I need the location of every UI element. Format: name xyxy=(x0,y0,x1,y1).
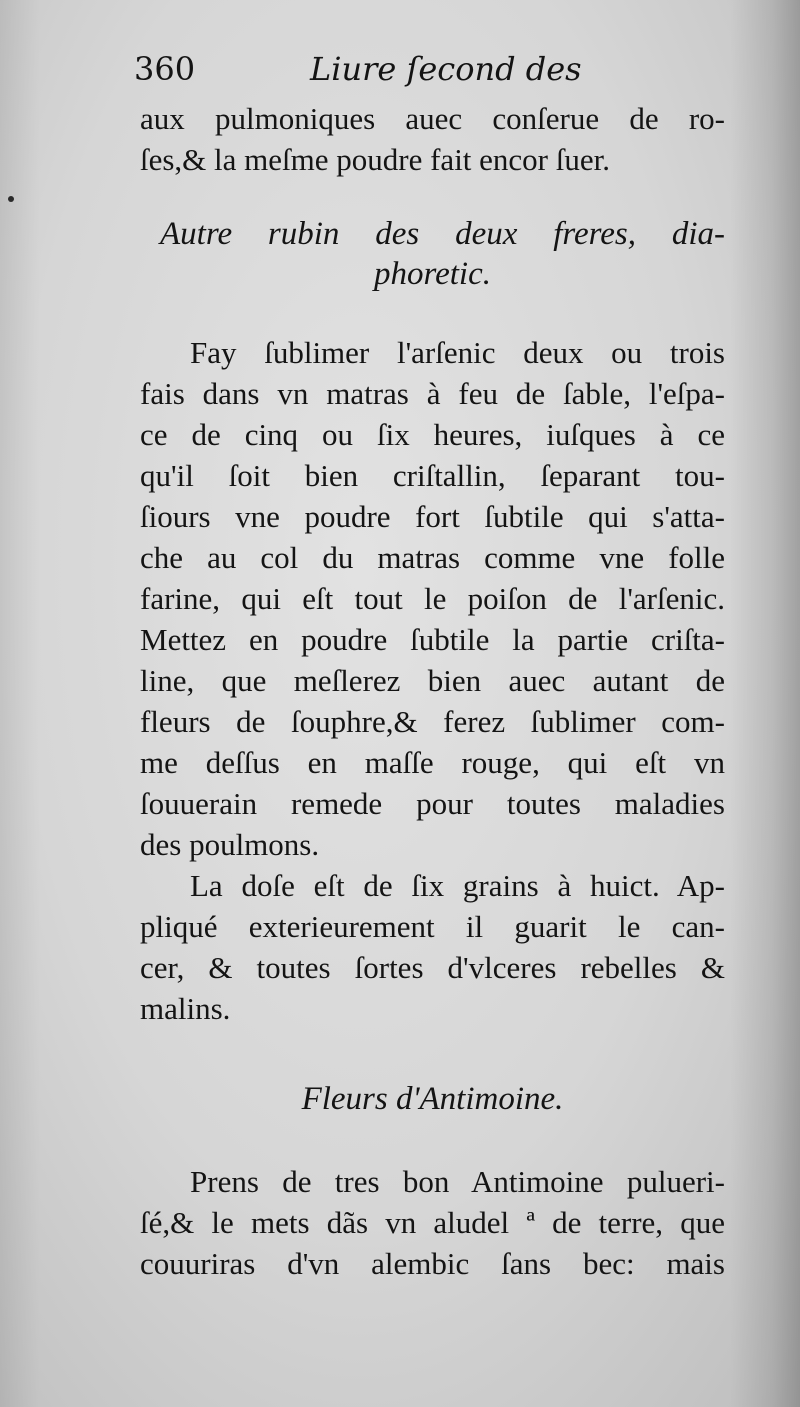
text-line: ſiours vne poudre fort ſubtile qui s'atta- xyxy=(140,499,725,534)
text-line: che au col du matras comme vne folle xyxy=(140,540,725,575)
paragraph-continued xyxy=(140,98,725,180)
text-line: aux pulmoniques auec conſerue de ro- xyxy=(140,101,725,136)
page-header xyxy=(134,40,725,98)
ink-speck xyxy=(8,196,14,202)
page-number: 360 xyxy=(134,50,196,88)
text-line: La doſe eſt de ſix grains à huict. Ap- xyxy=(190,868,725,903)
text-line: fleurs de ſouphre,& ferez ſublimer com- xyxy=(140,704,725,739)
text-line: des poulmons. xyxy=(140,827,320,862)
text-line: Fay ſublimer l'arſenic deux ou trois xyxy=(190,335,725,370)
text-line: ſé,& le mets dãs vn aludel ª de terre, que xyxy=(140,1205,725,1240)
text-line: farine, qui eſt tout le poiſon de l'arſenic. xyxy=(140,581,725,616)
text-line: malins. xyxy=(140,991,231,1026)
text-column xyxy=(134,40,725,1284)
text-line: ſes,& la meſme poudre fait encor ſuer. xyxy=(140,142,610,177)
section-title-line: Autre rubin des deux freres, dia- xyxy=(160,216,725,252)
text-line: line, que meſlerez bien auec autant de xyxy=(140,663,725,698)
text-line: couuriras d'vn alembic ſans bec: mais xyxy=(140,1246,725,1281)
text-line: ce de cinq ou ſix heures, iuſques à ce xyxy=(140,417,725,452)
text-line: Prens de tres bon Antimoine pulueri- xyxy=(190,1164,725,1199)
text-line: ſouuerain remede pour toutes maladies xyxy=(140,786,725,821)
paragraph-antimoine xyxy=(140,1161,725,1284)
paragraph-dose xyxy=(140,865,725,1029)
section-title-rubin xyxy=(140,214,725,294)
text-line: cer, & toutes ſortes d'vlceres rebelles & xyxy=(140,950,725,985)
paragraph-recipe xyxy=(140,332,725,865)
text-line: Mettez en poudre ſubtile la partie criſta- xyxy=(140,622,725,657)
text-line: pliqué exterieurement il guarit le can- xyxy=(140,909,725,944)
text-line: qu'il ſoit bien criſtallin, ſeparant tou- xyxy=(140,458,725,493)
text-line: me deſſus en maſſe rouge, qui eſt vn xyxy=(140,745,725,780)
section-title-line: phoretic. xyxy=(374,256,491,292)
page-edge-shadow xyxy=(0,0,40,1407)
text-line: fais dans vn matras à feu de ſable, l'eſpa- xyxy=(140,376,725,411)
running-head: Liure ſecond des xyxy=(310,50,582,88)
section-title-antimoine: Fleurs d'Antimoine. xyxy=(301,1081,564,1117)
gutter-shadow xyxy=(730,0,800,1407)
